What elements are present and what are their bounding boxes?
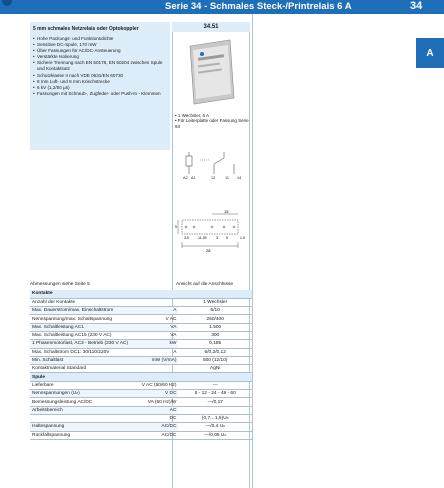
- model-description: [175, 113, 251, 129]
- cell-value: 1 Wechsler: [178, 298, 252, 306]
- connections-note: Ansicht auf die Anschlüsse: [176, 282, 234, 287]
- cell-label: Haltespannung: [30, 423, 140, 431]
- feature-item: • Fassungen mit Schraub-, Zugfeder- oder Push-In - Klemmen: [33, 91, 168, 97]
- table-row: [30, 390, 252, 398]
- cell-label: Min. Schaltlast: [30, 356, 140, 364]
- cell-value: 0,185: [178, 340, 252, 348]
- cell-label: Arbeitsbereich: [30, 406, 140, 414]
- table-section-header: [30, 290, 252, 298]
- cell-unit: V AC: [140, 315, 179, 323]
- cell-label: Lieferbare: [30, 381, 140, 389]
- terminal-labels: [181, 176, 247, 182]
- cell-label: Max. Schaltleistung AC15 (230 V AC): [30, 331, 140, 339]
- column-divider: [252, 14, 253, 488]
- table-row: [30, 431, 252, 439]
- product-title: 5 mm schmales Netzrelais oder Optokoppler: [33, 26, 139, 32]
- section-title: Kontakte: [30, 290, 252, 298]
- cell-value: —/0,17: [178, 398, 252, 406]
- cell-unit: DC: [140, 414, 179, 422]
- cell-unit: mW (V/mA): [140, 356, 179, 364]
- cell-unit: AC/DC: [140, 431, 179, 439]
- dim-label: 1.9: [240, 236, 245, 240]
- cell-unit: [140, 298, 179, 306]
- dim-label: 3: [216, 236, 218, 240]
- cell-unit: VA: [140, 331, 179, 339]
- cell-unit: V DC: [140, 390, 179, 398]
- cell-unit: A: [140, 348, 179, 356]
- feature-item: • Sensitive DC-Spule, 170 mW: [33, 42, 168, 48]
- cell-unit: AC: [140, 406, 179, 414]
- table-row: [30, 381, 252, 389]
- cell-value: 500 (12/10): [178, 356, 252, 364]
- cell-unit: VA: [140, 323, 179, 331]
- table-row: [30, 331, 252, 339]
- table-row: [30, 414, 252, 422]
- cell-value: 5 - 12 - 24 - 48 - 60: [178, 390, 252, 398]
- table-row: [30, 423, 252, 431]
- feature-item: • Schutzklasse II nach VDE 0631/EN 60730: [33, 73, 168, 79]
- relay-photo: [184, 36, 238, 106]
- terminal-label: 12: [211, 176, 216, 180]
- feature-item: • Hohe Packungs- und Funktionsdichte: [33, 36, 168, 42]
- cell-unit: AC/DC: [140, 423, 179, 431]
- cell-value: —/0,05 Uₙ: [178, 431, 252, 439]
- cell-label: Bemessungsleistung AC/DC: [30, 398, 140, 406]
- dim-label: 5: [175, 225, 177, 229]
- cell-unit: VA (50 Hz)/W: [140, 398, 179, 406]
- cell-value: 300: [178, 331, 252, 339]
- cell-label: Nennspannungen (Uₙ): [30, 390, 140, 398]
- dim-label: 28: [206, 248, 211, 253]
- cell-unit: V AC (50/60 Hz): [141, 382, 177, 388]
- table-row: [30, 307, 252, 315]
- cell-value: 6/10: [178, 307, 252, 315]
- table-row: [30, 348, 252, 356]
- table-row: [30, 315, 252, 323]
- side-tab[interactable]: A: [416, 38, 444, 68]
- feature-item: • Sichere Trennung nach EN 50178, EN 60204 zwischen Spule und Kontaktsatz: [33, 60, 168, 72]
- model-desc-line: • Für Leiterplatte oder Fassung Serie 93: [175, 118, 249, 129]
- page-title: Serie 34 - Schmales Steck-/Printrelais 6 A: [165, 1, 352, 12]
- cell-value: —/0,4 Uₙ: [178, 423, 252, 431]
- cell-value: —: [178, 381, 252, 389]
- feature-item: • 8 mm Luft- und 8 mm Kriechstrecke: [33, 79, 168, 85]
- feature-item: • Über Fassungen für AC/DC-Ansteuerung: [33, 48, 168, 54]
- table-row: [30, 356, 252, 364]
- cell-unit: A: [140, 307, 179, 315]
- cell-value: AgNi: [178, 365, 252, 373]
- terminal-label: A2: [183, 176, 188, 180]
- terminal-label: A1: [191, 176, 196, 180]
- wiring-diagram: [180, 150, 248, 198]
- feature-list: [33, 36, 168, 97]
- table-section-header: [30, 373, 252, 381]
- dim-label: 15: [224, 209, 229, 214]
- cell-value: 250/400: [178, 315, 252, 323]
- model-desc-line: • 1 Wechsler, 6 A: [175, 113, 210, 118]
- cell-value: 6/0,2/0,12: [178, 348, 252, 356]
- cell-label: Nennspannung/max. Schaltspannung: [30, 315, 140, 323]
- cell-value: 1.500: [178, 323, 252, 331]
- model-code: 34.51: [172, 22, 250, 32]
- cell-label: Max. Schaltleistung AC1: [30, 323, 140, 331]
- cell-value: (0,7…1,5)Uₙ: [178, 414, 252, 422]
- feature-item: • Verstärkte Isolierung: [33, 54, 168, 60]
- cell-label: Max. Dauerstrom/max. Einschaltstrom: [30, 307, 140, 315]
- table-row: [30, 340, 252, 348]
- section-title: Spule: [30, 373, 252, 381]
- dimensions-note: Abmessungen siehe Seite 5: [30, 282, 90, 287]
- table-row: [30, 398, 252, 406]
- page-number: 34: [410, 0, 423, 12]
- cell-label: Max. Schaltstrom DC1: 30/110/220V: [30, 348, 140, 356]
- cell-label: Anzahl der Kontakte: [30, 298, 140, 306]
- dim-label: 11.25: [198, 236, 207, 240]
- cell-value: [178, 406, 252, 414]
- cell-unit: kW: [140, 340, 179, 348]
- terminal-label: 14: [237, 176, 242, 180]
- spec-table: [30, 290, 252, 440]
- table-row: [30, 365, 252, 373]
- terminal-label: 11: [225, 176, 229, 180]
- dim-label: 3.5: [184, 236, 189, 240]
- cell-label: Kontaktmaterial Standard: [30, 365, 140, 373]
- cell-unit: [140, 365, 179, 373]
- dimension-drawing: [176, 206, 252, 256]
- feature-item: • 6 kV (1,2/50 µs): [33, 85, 168, 91]
- dim-label: 5: [226, 236, 228, 240]
- cell-label: [30, 414, 140, 422]
- table-row: [30, 323, 252, 331]
- cell-label: 1 Phasenmotorlast, AC3 - Betrieb (230 V AC): [30, 340, 140, 348]
- table-row: [30, 406, 252, 414]
- table-row: [30, 298, 252, 306]
- cell-label: Rückfallspannung: [30, 431, 140, 439]
